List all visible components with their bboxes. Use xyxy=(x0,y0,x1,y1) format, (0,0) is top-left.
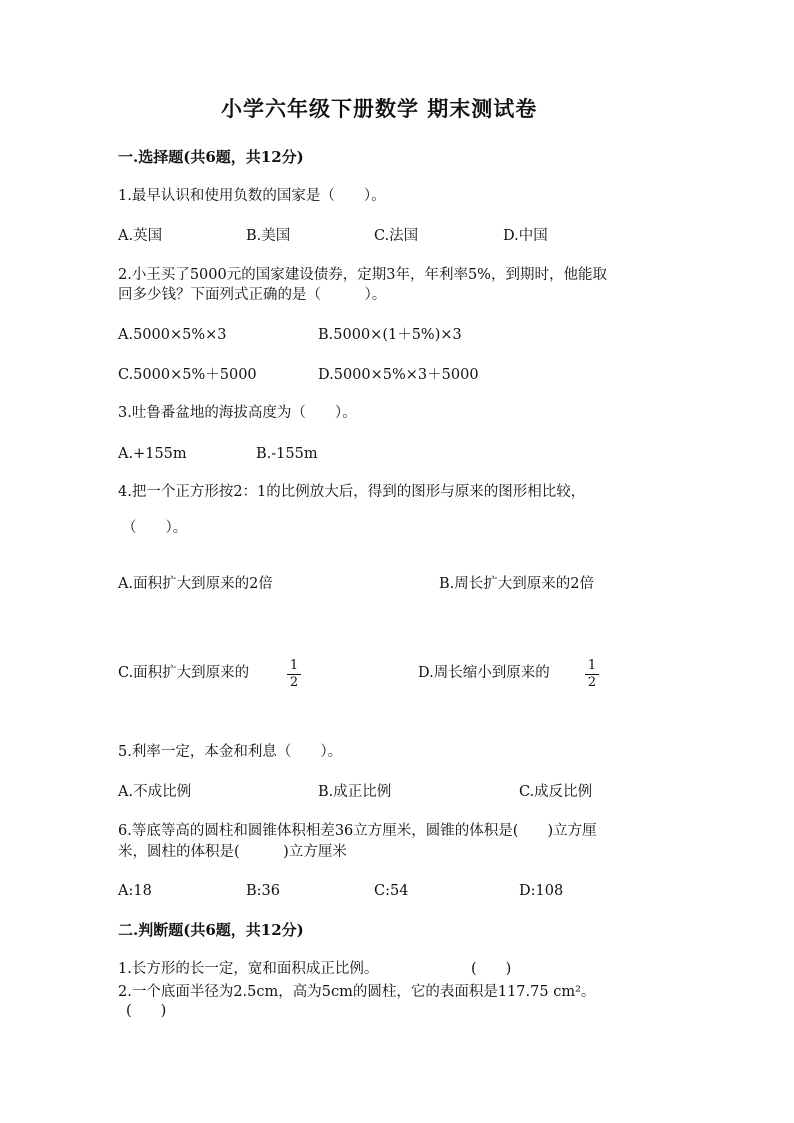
q4-option-d: D.周长缩小到原来的 xyxy=(418,665,550,681)
q5-option-b: B.成正比例 xyxy=(318,784,392,800)
judge-1-stem: 1.长方形的长一定，宽和面积成正比例。 xyxy=(118,961,379,977)
q1-option-b: B.美国 xyxy=(246,228,291,244)
q5-option-a: A.不成比例 xyxy=(118,784,192,800)
fraction-denominator: 2 xyxy=(289,675,299,690)
fraction-denominator: 2 xyxy=(587,675,597,690)
question-4-stem-line1: 4.把一个正方形按2：1的比例放大后，得到的图形与原来的图形相比较， xyxy=(118,484,586,500)
q3-option-a: A.+155m xyxy=(118,446,187,462)
q5-option-c: C.成反比例 xyxy=(519,784,593,800)
section-heading-choice: 一.选择题(共6题，共12分) xyxy=(118,148,304,166)
judge-2-stem: 2.一个底面半径为2.5cm，高为5cm的圆柱，它的表面积是117.75 cm²。 xyxy=(118,984,596,1000)
q1-option-c: C.法国 xyxy=(374,228,419,244)
section-heading-judge: 二.判断题(共6题，共12分) xyxy=(118,921,304,939)
q6-option-d: D:108 xyxy=(519,883,564,899)
question-2-stem-line1: 2.小王买了5000元的国家建设债券，定期3年，年利率5%，到期时，他能取 xyxy=(118,267,607,283)
q2-option-d: D.5000×5%×3＋5000 xyxy=(318,367,479,383)
page-title: 小学六年级下册数学 期末测试卷 xyxy=(221,96,538,121)
q3-option-b: B.-155m xyxy=(256,446,318,462)
fraction-numerator: 1 xyxy=(587,658,597,673)
q2-option-b: B.5000×(1＋5%)×3 xyxy=(318,327,462,343)
question-2-stem-line2: 回多少钱？下面列式正确的是（ ）。 xyxy=(118,287,387,303)
q2-option-c: C.5000×5%＋5000 xyxy=(118,367,257,383)
q1-option-d: D.中国 xyxy=(503,228,548,244)
q2-option-a: A.5000×5%×3 xyxy=(118,327,227,343)
question-5-stem: 5.利率一定，本金和利息（ ）。 xyxy=(118,744,343,760)
fraction-numerator: 1 xyxy=(289,658,299,673)
question-1-stem: 1.最早认识和使用负数的国家是（ ）。 xyxy=(118,188,386,204)
question-6-stem-line2: 米，圆柱的体积是( )立方厘米 xyxy=(118,844,347,860)
q4-option-c: C.面积扩大到原来的 xyxy=(118,665,250,681)
q6-option-b: B:36 xyxy=(246,883,280,899)
q6-option-a: A:18 xyxy=(118,883,152,899)
q4-option-b: B.周长扩大到原来的2倍 xyxy=(439,576,594,592)
q4-option-d-fraction xyxy=(585,659,599,690)
question-6-stem-line1: 6.等底等高的圆柱和圆锥体积相差36立方厘米，圆锥的体积是( )立方厘 xyxy=(118,823,597,839)
judge-2-blank: ( ) xyxy=(126,1003,167,1019)
question-3-stem: 3.吐鲁番盆地的海拔高度为（ ）。 xyxy=(118,405,357,421)
q6-option-c: C:54 xyxy=(374,883,409,899)
q4-option-c-fraction xyxy=(287,659,301,690)
question-4-stem-line2: （ ）。 xyxy=(122,520,188,536)
q4-option-a: A.面积扩大到原来的2倍 xyxy=(118,576,273,592)
q1-option-a: A.英国 xyxy=(118,228,163,244)
judge-1-blank: ( ) xyxy=(471,961,512,977)
